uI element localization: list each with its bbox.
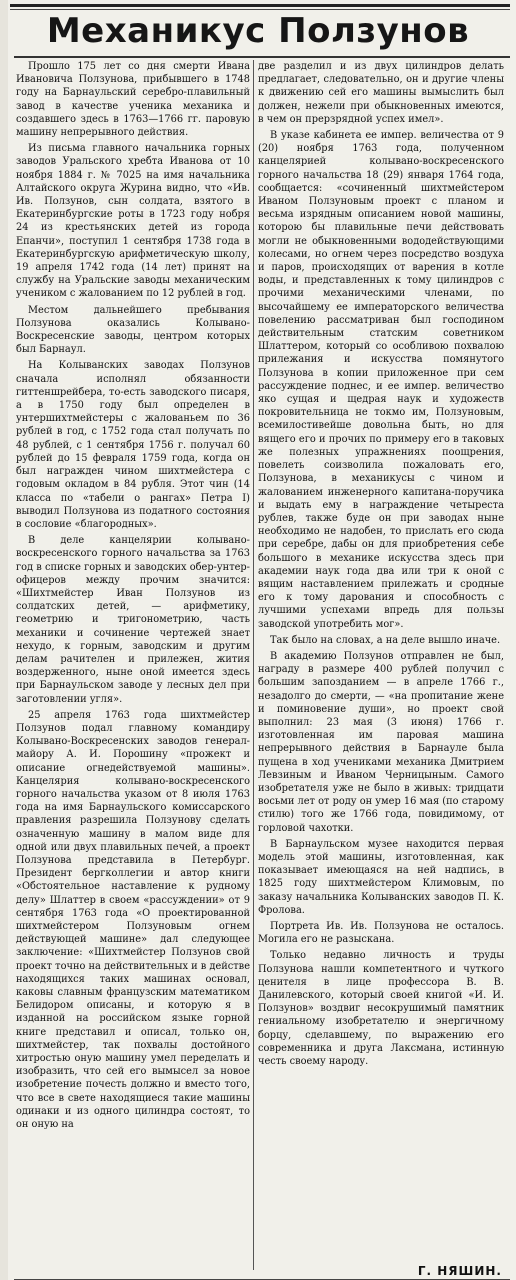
paragraph: В деле канцелярии колывано-воскресенского горного начальства за 1763 год в списке горных и заводских обер-унтер-офицеров между прочим значится: «Шихтмейстер Иван Ползунов из солдатских детей, — арифметику, геометрию и тригонометрию, часть механики и сочинение чертежей знает нехудо, к горным, заводским и другим делам рачителен и прилежен, жития воздерженного, ныне оной имеется здесь при Барнаульском заводе у лесных дел при заготовлении угля».: [16, 535, 250, 705]
paragraph: В указе кабинета ее импер. величества от 9 (20) ноября 1763 года, полученном канцелярией колывано-воскресенского горного начальства 18 (29) января 1764 года, сообщается: «сочиненный шихтмейстером Иваном Ползуновым проект с планом и весьма изрядным описанием новой машины, которою бы плавильные печи действовать могли не обыкновенными вододействующими колесами, но огнем через посредство воздуха и паров, происходящих от варения в котле воды, и представленных к тому цилиндров с прочими механическими членами, по высочайшему ее императорского величества повелению рассматриван был господином действительным статским советником Шлаттером, который со особливою похвалою прилежания и искусства помянутого Ползунова в копии приложенное при сем рассуждение поднес, и ее импер. величество яко сущая и щедрая наук и художеств покровительница не токмо им, Ползуновым, всемилостивейше довольна быть, но для вящего его и прочих по примеру его в таковых же полезных упражнениях поощрения, повелеть соизволила пожаловать его, Ползунова, в механикусы с чином и жалованием инженерного капитана-поручика и выдать ему в награждение четыреста рублев, также буде он при заводах ныне необходимо не надобен, то прислать его сюда при серебре, дабы он для приобретения себе большого в механике искусства здесь при академии наук года два или три к оной с вящим наставлением прилежать и сродные его к тому дарования и способность с лучшими успехами впредь для пользы заводской употребить мог».: [258, 130, 504, 630]
right-column: [258, 60, 504, 1272]
column-divider: [253, 60, 254, 1270]
paragraph: В Барнаульском музее находится первая модель этой машины, изготовленная, как показывает имеющаяся на ней надпись, в 1825 году шихтмейстером Климовым, по заказу начальника Колыванских заводов П. К. Фролова.: [258, 838, 504, 916]
left-column: [16, 60, 250, 1272]
paragraph: На Колыванских заводах Ползунов сначала исполнял обязанности гиттеншрейбера, то-есть заводского писаря, а в 1750 году был определен в унтершихтмейстеры с жалованьем по 36 рублей в год, с 1752 года стал получать по 48 рублей, с 1 сентября 1756 г. получал 60 рублей до 15 февраля 1759 года, когда он был награжден чином шихтмейстера с годовым окладом в 84 рубля. Этот чин (14 класса по «табели о рангах» Петра I) выводил Ползунова из податного состояния в сословие «благородных».: [16, 360, 250, 530]
paragraph: В академию Ползунов отправлен не был, награду в размере 400 рублей получил с большим запозданием — в апреле 1766 г., незадолго до смерти, — «на пропитание жене и поминовение души», но проект свой выполнил: 23 мая (3 июня) 1766 г. изготовленная им паровая машина непрерывного действия в Барнауле была пущена в ход учениками механика Дмитрием Левзиным и Иваном Черницыным. Самого изобретателя уже не было в живых: тридцати восьми лет от роду он умер 16 мая (по старому стилю) того же 1766 года, повидимому, от горловой чахотки.: [258, 650, 504, 834]
paragraph: Только недавно личность и труды Ползунова нашли компетентного и чуткого ценителя в лице профессора В. В. Данилевского, который своей книгой «И. И. Ползунов» воздвиг несокрушимый памятник гениальному изобретателю и энергичному борцу, сделавшему, по выражению его современника и друга Лаксмана, истинную честь своему народу.: [258, 950, 504, 1068]
paragraph: Прошло 175 лет со дня смерти Ивана Ивановича Ползунова, прибывшего в 1748 году на Барнаульский серебро-плавильный завод в качестве ученика механика и создавшего здесь в 1763—1766 гг. паровую машину непрерывного действия.: [16, 61, 250, 139]
paragraph: Местом дальнейшего пребывания Ползунова оказались Колывано-Воскресенские заводы, центром которых был Барнаул.: [16, 304, 250, 356]
paragraph: 25 апреля 1763 года шихтмейстер Ползунов подал главному командиру Колывано-Воскресенских заводов генерал-майору А. И. Порошину «прожект и описание огнедействуемой машины». Канцелярия колывано-воскресенского горного начальства указом от 8 июля 1763 года на имя Барнаульского комиссарского правления разрешила Ползунову сделать означенную машину в малом виде для одной или двух плавильных печей, а проект Ползунова представила в Петербург. Президент бергколлегии и автор книги «Обстоятельное наставление к рудному делу» Шлаттер в своем «рассуждении» от 9 сентября 1763 года «О проектированной шихтмейстером Ползуновым огнем действующей машине» дал следующее заключение: «Шихтмейстер Ползунов свой проект точно на действительных и в действе находящихся таких машинах основал, каковы славным французским математиком Белидором описаны, и которую я в изданной на российском языке горной книге представил и описал, только он, шихтмейстер, так похвалы достойного хитростью оную машину умел переделать и изобразить, что сей его вымысел за новое изобретение почесть должно и вместо того, что все в свете находящиеся такие машины одинаки и из одного цилиндра состоят, то он оную на: [16, 709, 250, 1131]
paragraph: Так было на словах, а на деле вышло иначе.: [270, 634, 501, 646]
article-title: Механикус Ползунов: [46, 11, 470, 51]
page-edge: [0, 0, 8, 1280]
author-signature: Г. НЯШИН.: [417, 1264, 502, 1278]
paragraph: Портрета Ив. Ив. Ползунова не осталось. Могила его не разыскана.: [258, 921, 504, 946]
paragraph: две разделил и из двух цилиндров делать предлагает, следовательно, он и другие члены к движению сей его машины вымыслить был должен, нежели при обыкновенных имеются, в чем он прерзрядной успех имел».: [258, 61, 504, 125]
title-rule: [14, 56, 510, 58]
paragraph: Из письма главного начальника горных заводов Уральского хребта Иванова от 10 ноября 1884 г. № 7025 на имя начальника Алтайского округа Журина видно, что «Ив. Ив. Ползунов, сын солдата, взятого в Екатеринбургские роты в 1723 году нобря 24 из крестьянских детей из города Епанчи», поступил 1 сентября 1738 года в Екатеринбургскую арифметическую школу, 19 апреля 1742 года (14 лет) принят на службу на Уральские заводы механическим учеником с жалованием по 12 рублей в год.: [16, 143, 250, 300]
top-rule: [10, 4, 510, 7]
